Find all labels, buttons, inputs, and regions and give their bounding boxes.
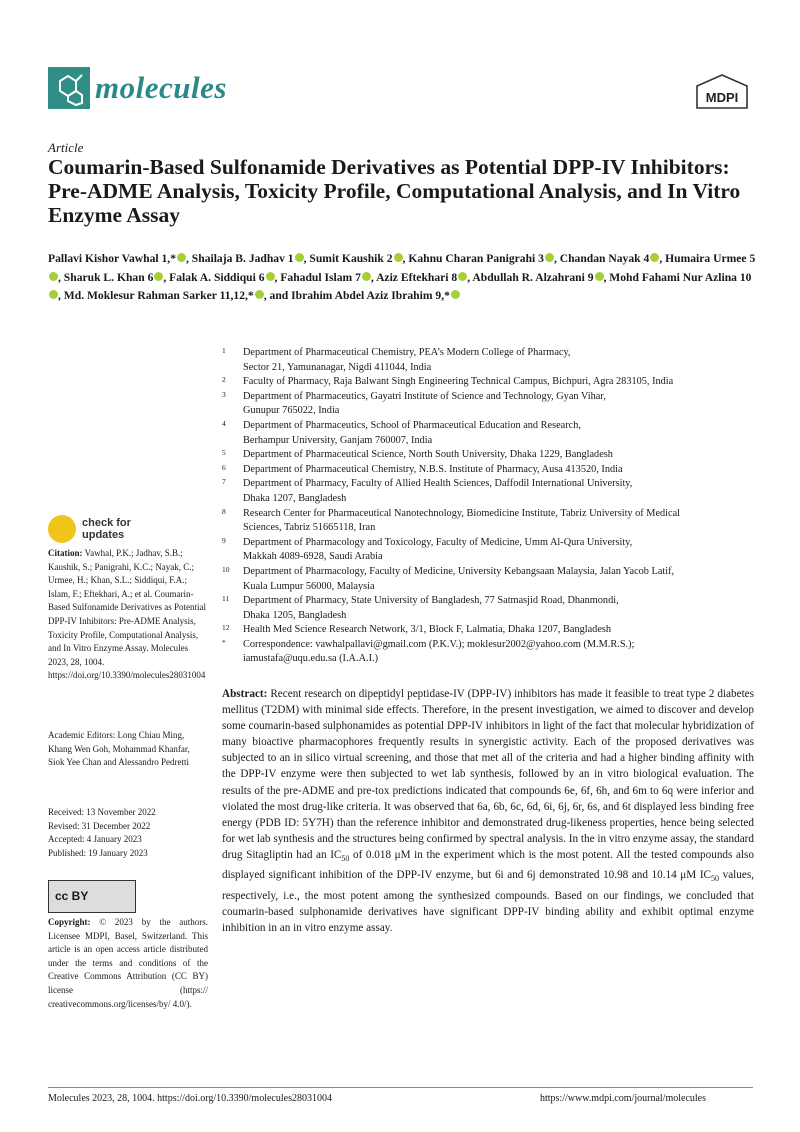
affiliation-line: Department of Pharmacology and Toxicology, Faculty of Medicine, Umm Al-Qura University, bbox=[243, 536, 633, 548]
affiliation-line: Department of Pharmacy, Faculty of Allied Health Sciences, Daffodil International University, bbox=[243, 478, 633, 490]
author-name: Shailaja B. Jadhav 1 bbox=[191, 252, 294, 265]
dates-block bbox=[48, 806, 208, 860]
affiliation-line: iamustafa@uqu.edu.sa (I.A.A.I.) bbox=[243, 653, 379, 665]
published-date: Published: 19 January 2023 bbox=[48, 847, 148, 858]
author-name: Humaira Urmee 5 bbox=[665, 252, 756, 265]
orcid-icon[interactable] bbox=[154, 272, 163, 281]
check-updates-line1: check for bbox=[82, 517, 131, 529]
author-name: Falak A. Siddiqui 6 bbox=[169, 270, 265, 284]
cc-by-badge-icon[interactable] bbox=[48, 880, 136, 913]
abstract bbox=[222, 686, 754, 936]
mdpi-logo-icon bbox=[695, 74, 749, 110]
affiliation-line: Department of Pharmaceutical Science, North South University, Dhaka 1229, Bangladesh bbox=[243, 449, 613, 461]
orcid-icon[interactable] bbox=[650, 253, 659, 262]
author-name: Md. Moklesur Rahman Sarker 11,12,* bbox=[63, 289, 254, 302]
affiliation-line: Gunupur 765022, India bbox=[243, 405, 340, 417]
affiliation-line: Sciences, Tabriz 51665118, Iran bbox=[243, 522, 376, 534]
author-name: Sharuk L. Khan 6 bbox=[63, 270, 154, 284]
footer-divider bbox=[48, 1087, 753, 1088]
affiliation-line: Dhaka 1207, Bangladesh bbox=[243, 492, 347, 504]
affiliation-number: 10 bbox=[222, 564, 230, 574]
abstract-part3: values, respectively, i.e., the most potent among the synthesized compounds. Based on our findings, we concluded that coumarin-based sulphonamide derivatives have significant DPP-IV binding ability and exhibit optimal enzyme inhibition in an in vitro enzyme assay. bbox=[222, 869, 754, 934]
orcid-icon[interactable] bbox=[266, 272, 275, 281]
affiliation-number: 7 bbox=[222, 477, 226, 487]
affiliation-line: Department of Pharmaceutical Chemistry, PEA’s Modern College of Pharmacy, bbox=[243, 347, 571, 358]
affiliation-line: Research Center for Pharmaceutical Nanotechnology, Biomedicine Institute, Tabriz University of Medical bbox=[243, 507, 681, 519]
author-name: Abdullah R. Alzahrani 9 bbox=[472, 270, 594, 284]
affiliation bbox=[222, 390, 762, 419]
affiliation-number: 12 bbox=[222, 623, 230, 633]
author-name: Chandan Nayak 4 bbox=[559, 252, 650, 265]
author-list: Pallavi Kishor Vawhal 1,* , Shailaja B. Jadhav 1 , Sumit Kaushik 2 , Kahnu Charan Panigrahi 3 , Chandan Nayak 4 , Humaira Urmee 5, Sharuk L. Khan 6 , Falak A. Siddiqui 6 , Fahadul Islam 7 , Aziz Eftekhari 8 , Abdullah R. Alzahrani 9 , Mohd Fahami Nur Azlina 10, Md. Moklesur Rahman Sarker 11,12,* , and Ibrahim Abdel Aziz Ibrahim 9,* bbox=[48, 252, 756, 302]
check-for-updates-button[interactable] bbox=[48, 515, 208, 549]
paper-title: Coumarin-Based Sulfonamide Derivatives as Potential DPP-IV Inhibitors: Pre-ADME Analysis, Toxicity Profile, Computational Analysis, and In Vitro Enzyme Assay bbox=[48, 155, 741, 227]
author-name: and Ibrahim Abdel Aziz Ibrahim 9,* bbox=[269, 289, 450, 302]
affiliation bbox=[222, 375, 762, 390]
citation-label: Citation: bbox=[48, 548, 83, 558]
affiliation-line: Faculty of Pharmacy, Raja Balwant Singh Engineering Technical Campus, Bichpuri, Agra 283105, India bbox=[243, 376, 674, 388]
affiliation-list bbox=[222, 346, 762, 667]
affiliation-number: 4 bbox=[222, 418, 226, 428]
author-name: Sumit Kaushik 2 bbox=[309, 252, 393, 265]
journal-logo-icon bbox=[48, 67, 90, 109]
check-updates-line2: updates bbox=[82, 529, 125, 541]
author-name: Aziz Eftekhari 8 bbox=[376, 270, 458, 284]
cc-badge-label: cc BY bbox=[55, 889, 89, 903]
affiliation-line: Department of Pharmacology, Faculty of Medicine, University Kebangsaan Malaysia, Jalan Yacob Latif, bbox=[243, 565, 675, 577]
orcid-icon[interactable] bbox=[458, 272, 467, 281]
orcid-icon[interactable] bbox=[49, 290, 58, 299]
affiliation-line: Correspondence: vawhalpallavi@gmail.com (P.K.V.); moklesur2002@yahoo.com (M.M.R.S.); bbox=[243, 638, 635, 650]
affiliation-line: Kuala Lumpur 56000, Malaysia bbox=[243, 580, 375, 592]
ic50-sub-2: 50 bbox=[711, 874, 720, 884]
ic50-sub-1: 50 bbox=[341, 854, 350, 864]
affiliation-number: * bbox=[222, 637, 226, 647]
affiliation-number: 11 bbox=[222, 594, 230, 604]
copyright-text: © 2023 by the authors. Licensee MDPI, Basel, Switzerland. This article is an open access article distributed under the terms and conditions of the Creative Commons Attribution (CC BY) license (https:// creativecommons.org/licenses/by/ 4.0/). bbox=[48, 917, 209, 1009]
affiliation-line: Health Med Science Research Network, 3/1, Block F, Lalmatia, Dhaka 1207, Bangladesh bbox=[243, 624, 612, 636]
affiliation-number: 6 bbox=[222, 462, 226, 472]
orcid-icon[interactable] bbox=[545, 253, 554, 262]
copyright-block bbox=[48, 916, 208, 1011]
mdpi-label: MDPI bbox=[705, 90, 739, 105]
footer-citation: Molecules 2023, 28, 1004. https://doi.org/10.3390/molecules28031004 bbox=[48, 1093, 332, 1104]
affiliation bbox=[222, 536, 762, 565]
orcid-icon[interactable] bbox=[451, 290, 460, 299]
affiliation bbox=[222, 565, 762, 594]
revised-date: Revised: 31 December 2022 bbox=[48, 820, 151, 831]
academic-editors: Academic Editors: Long Chiau Ming, Khang Wen Goh, Mohammad Khanfar, Siok Yee Chan and Alessandro Pedretti bbox=[48, 730, 190, 768]
orcid-icon[interactable] bbox=[177, 253, 186, 262]
article-type: Article bbox=[48, 140, 84, 155]
abstract-part1: Recent research on dipeptidyl peptidase-IV (DPP-IV) inhibitors has made it feasible to treat type 2 diabetes mellitus (T2DM) with minimal side effects. Therefore, in the present investigation, we aimed to discover and develop some coumarin-based sulphonamides as potential DPP-IV inhibitors in light of the fact that molecular hybridization of many bioactive pharmacophores frequently results in synergistic activity. Each of the proposed derivatives was subjected to an in silico virtual screening, and those that met all of the criteria and had a higher binding affinity with the DPP-IV enzyme were then subjected to wet lab synthesis, followed by an in vitro biological evaluation. The results of the pre-ADME and pre-tox predictions indicated that compounds 6e, 6f, 6h, and 6m to 6q were inferior and violated the most drug-like criteria. It was observed that 6a, 6b, 6c, 6d, 6i, 6j, 6r, 6s, and 6t displayed less binding free energy (PDB ID: 5Y7H) than the reference inhibitor and demonstrated drug-likeness properties, hence being selected for wet lab synthesis and the structures being confirmed by spectral analysis. In the in vitro enzyme assay, the standard drug Sitagliptin had an IC bbox=[222, 688, 755, 861]
abstract-label: Abstract: bbox=[222, 688, 268, 700]
affiliation bbox=[222, 419, 762, 448]
check-updates-icon bbox=[48, 515, 76, 543]
author-name: Fahadul Islam 7 bbox=[280, 270, 361, 284]
affiliation bbox=[222, 507, 762, 536]
citation-block bbox=[48, 547, 208, 683]
citation-text: Vawhal, P.K.; Jadhav, S.B.; Kaushik, S.; Panigrahi, K.C.; Nayak, C.; Urmee, H.; Khan, S.L.; Siddiqui, F.A.; Islam, F.; Eftekhari, A.; et al. Coumarin-Based Sulfonamide Derivatives as Potential DPP-IV Inhibitors: Pre-ADME Analysis, Toxicity Profile, Computational Analysis, and In Vitro Enzyme Assay. Molecules 2023, 28, 1004. https://doi.org/10.3390/molecules28031004 bbox=[48, 548, 206, 681]
orcid-icon[interactable] bbox=[362, 272, 371, 281]
orcid-icon[interactable] bbox=[394, 253, 403, 262]
orcid-icon[interactable] bbox=[255, 290, 264, 299]
journal-name: molecules bbox=[95, 70, 227, 105]
affiliation-line: Berhampur University, Ganjam 760007, India bbox=[243, 434, 433, 446]
author-name: Pallavi Kishor Vawhal 1,* bbox=[48, 252, 176, 265]
affiliation-line: Sector 21, Yamunanagar, Nigdi 411044, India bbox=[243, 361, 432, 373]
affiliation-line: Dhaka 1205, Bangladesh bbox=[243, 609, 347, 621]
affiliation-number: 1 bbox=[222, 346, 226, 355]
affiliation-number: 9 bbox=[222, 535, 226, 545]
affiliation bbox=[222, 477, 762, 506]
affiliation bbox=[222, 594, 762, 623]
abstract-part2: of 0.018 μM in the experiment which is the most potent. All the tested compounds also displayed significant inhibition of the DPP-IV enzyme, but 6i and 6j demonstrated 10.98 and 10.14 μM IC bbox=[222, 848, 754, 882]
accepted-date: Accepted: 4 January 2023 bbox=[48, 834, 142, 845]
orcid-icon[interactable] bbox=[595, 272, 604, 281]
affiliation-number: 5 bbox=[222, 448, 226, 458]
received-date: Received: 13 November 2022 bbox=[48, 807, 156, 817]
affiliation-line: Department of Pharmaceutics, School of Pharmaceutical Education and Research, bbox=[243, 419, 581, 431]
affiliation bbox=[222, 623, 762, 638]
affiliation-number: 3 bbox=[222, 389, 226, 399]
affiliation-line: Makkah 4089-6928, Saudi Arabia bbox=[243, 551, 383, 563]
footer-journal-link[interactable]: https://www.mdpi.com/journal/molecules bbox=[540, 1093, 706, 1104]
author-name: Mohd Fahami Nur Azlina 10 bbox=[609, 270, 752, 284]
copyright-label: Copyright: bbox=[48, 917, 91, 927]
affiliation bbox=[222, 448, 762, 463]
affiliation-line: Department of Pharmaceutics, Gayatri Institute of Science and Technology, Gyan Vihar, bbox=[243, 390, 606, 402]
orcid-icon[interactable] bbox=[49, 272, 58, 281]
affiliation-line: Department of Pharmacy, State University of Bangladesh, 77 Satmasjid Road, Dhanmondi, bbox=[243, 595, 619, 607]
orcid-icon[interactable] bbox=[295, 253, 304, 262]
author-name: Kahnu Charan Panigrahi 3 bbox=[408, 252, 544, 265]
affiliation-number: 2 bbox=[222, 375, 226, 385]
affiliation bbox=[222, 463, 762, 478]
affiliation-number: 8 bbox=[222, 506, 226, 516]
affiliation-line: Department of Pharmaceutical Chemistry, N.B.S. Institute of Pharmacy, Ausa 413520, India bbox=[243, 463, 623, 475]
affiliation bbox=[222, 638, 762, 667]
affiliation bbox=[222, 346, 762, 375]
